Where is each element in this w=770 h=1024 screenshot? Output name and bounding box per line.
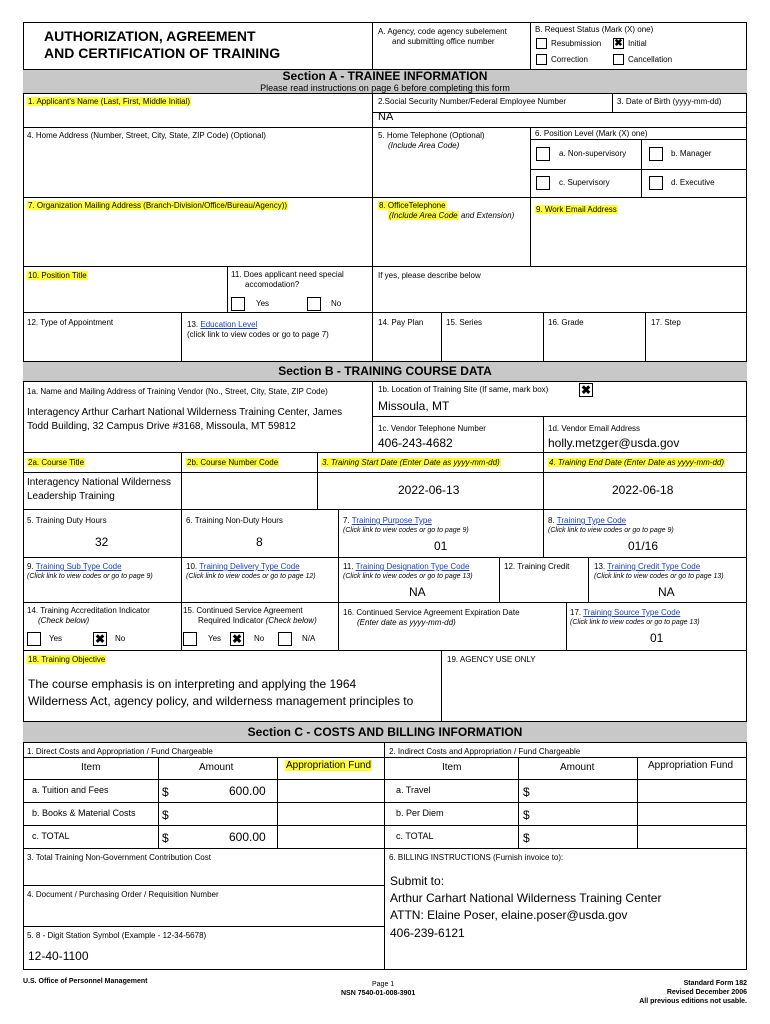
c-billing-label: 6. BILLING INSTRUCTIONS (Furnish invoice to): xyxy=(389,853,564,862)
initial-checkbox[interactable]: ✖ xyxy=(614,38,623,49)
b-source-type-label: 17. Training Source Type Code xyxy=(570,608,681,617)
a-home-address-label: 4. Home Address (Number, Street, City, State, ZIP Code) (Optional) xyxy=(27,131,266,140)
b-training-site-label: 1b. Location of Training Site (If same, mark box) xyxy=(378,385,549,394)
accreditation-yes-label: Yes xyxy=(49,634,63,643)
a-org-address-label: 7. Organization Mailing Address (Branch-Division/Office/Bureau/Agency)) xyxy=(28,201,288,210)
b-end-date-label: 4. Training End Date (Enter Date as yyyy-mm-dd) xyxy=(549,458,725,467)
footer-editions: All previous editions not usable. xyxy=(639,998,747,1005)
b-training-type-sublabel: (Click link to view codes or go to page 9) xyxy=(548,527,674,534)
b-csa-label: 15. Continued Service Agreement xyxy=(183,606,303,615)
csa-na-label: N/A xyxy=(302,634,316,643)
b-start-date-label: 3. Training Start Date (Enter Date as yyyy-mm-dd) xyxy=(322,458,500,467)
footer-page: Page 1 xyxy=(372,981,395,988)
csa-yes-checkbox[interactable] xyxy=(183,632,197,646)
dollar-sign: $ xyxy=(162,831,169,845)
b-sub-type-label: 9. Training Sub Type Code xyxy=(27,562,122,571)
a-series-label: 15. Series xyxy=(446,318,483,327)
training-credit-type-link[interactable]: Training Credit Type Code xyxy=(607,562,701,571)
c-direct-amount-header: Amount xyxy=(199,762,234,773)
section-a-header xyxy=(23,69,747,94)
b-course-title-label: 2a. Course Title xyxy=(28,458,85,467)
agency-label: A. Agency, code agency subelement xyxy=(378,27,507,36)
a-appointment-type-label: 12. Type of Appointment xyxy=(27,318,114,327)
section-a-title: Section A - TRAINEE INFORMATION xyxy=(282,69,488,83)
dollar-sign: $ xyxy=(162,785,169,799)
c-direct-row-c xyxy=(23,825,384,848)
training-sub-type-link[interactable]: Training Sub Type Code xyxy=(35,562,122,571)
b-credit-type-value[interactable]: NA xyxy=(658,585,675,599)
training-type-link[interactable]: Training Type Code xyxy=(556,516,627,525)
b-nonduty-hours-value[interactable]: 8 xyxy=(256,535,263,549)
a-education-level-label: 13. Education Level xyxy=(187,320,258,329)
c-direct-row-a xyxy=(23,779,384,802)
a-work-email-label: 9. Work Email Address xyxy=(536,205,617,214)
b-duty-hours-value[interactable]: 32 xyxy=(95,535,109,549)
footer-opm: U.S. Office of Personnel Management xyxy=(23,978,148,985)
b-designation-sublabel: (Click link to view codes or go to page 13) xyxy=(343,573,473,580)
b-vendor-phone-label: 1c. Vendor Telephone Number xyxy=(378,424,486,433)
b-credit-type-sublabel: (Click link to view codes or go to page 13) xyxy=(594,573,724,580)
c-indirect-row-a xyxy=(384,779,747,802)
a-office-phone-sublabel: (Include Area Code and Extension) xyxy=(389,211,515,220)
b-csa-expiration-sublabel: (Enter date as yyyy-mm-dd) xyxy=(357,618,456,627)
correction-label: Correction xyxy=(551,55,588,64)
a-accommodation-label: 11. Does applicant need special xyxy=(231,270,344,279)
a-pay-plan-label: 14. Pay Plan xyxy=(378,318,424,327)
a-accommodation-label-2: accomodation? xyxy=(245,280,300,289)
a-home-phone-label: 5. Home Telephone (Optional) xyxy=(378,131,485,140)
a-office-phone-label: 8. OfficeTelephone xyxy=(379,201,446,210)
b-purpose-type-value[interactable]: 01 xyxy=(434,539,448,553)
b-vendor-address-line2[interactable]: Todd Building, 32 Campus Drive #3168, Missoula, MT 59812 xyxy=(27,421,296,432)
b-training-type-label: 8. Training Type Code xyxy=(548,516,627,525)
b-accreditation-sublabel: (Check below) xyxy=(38,616,90,625)
b-accreditation-label: 14. Training Accreditation Indicator xyxy=(27,606,150,615)
cancellation-label: Cancellation xyxy=(628,55,673,64)
c-document-number-label: 4. Document / Purchasing Order / Requisition Number xyxy=(27,890,219,899)
c-direct-approp-header: Appropriation Fund xyxy=(286,760,372,771)
b-vendor-address-line1[interactable]: Interagency Arthur Carhart National Wilderness Training Center, James xyxy=(27,407,343,418)
c-billing-line1[interactable]: Submit to: xyxy=(390,874,445,888)
c-indirect-total-label: c. TOTAL xyxy=(396,831,434,841)
c-indirect-amount-header: Amount xyxy=(560,762,595,773)
b-training-credit-label: 12. Training Credit xyxy=(504,562,570,571)
section-b-header xyxy=(23,361,747,382)
c-direct-books-label: b. Books & Material Costs xyxy=(32,808,136,818)
footer-nsn: NSN 7540-01-008-3901 xyxy=(341,990,416,997)
b-duty-hours-label: 5. Training Duty Hours xyxy=(27,516,107,525)
resubmission-checkbox[interactable] xyxy=(536,38,547,49)
csa-no-checkbox[interactable]: ✖ xyxy=(231,632,243,646)
education-level-link[interactable]: Education Level xyxy=(200,320,258,329)
b-sub-type-sublabel: (Click link to view codes or go to page 9) xyxy=(27,573,153,580)
a-step-label: 17. Step xyxy=(651,318,681,327)
position-supervisory-label: c. Supervisory xyxy=(559,178,610,187)
agency-label-2: and submitting office number xyxy=(392,37,495,46)
c-indirect-approp-header: Appropriation Fund xyxy=(648,760,734,771)
section-c-header xyxy=(23,721,747,743)
a-accommodation-describe-label: If yes, please describe below xyxy=(378,271,481,280)
training-designation-link[interactable]: Training Designation Type Code xyxy=(355,562,470,571)
c-direct-tuition-amount[interactable]: 600.00 xyxy=(229,784,266,798)
a-position-level-label: 6. Position Level (Mark (X) one) xyxy=(535,129,648,138)
dollar-sign: $ xyxy=(523,831,530,845)
initial-label: Initial xyxy=(628,39,647,48)
b-csa-expiration-label: 16. Continued Service Agreement Expiration Date xyxy=(343,608,520,617)
b-designation-label: 11. Training Designation Type Code xyxy=(343,562,470,571)
training-source-link[interactable]: Training Source Type Code xyxy=(583,608,681,617)
b-objective-line2[interactable]: Wilderness Act, agency policy, and wilderness management principles to xyxy=(28,694,414,708)
b-vendor-email-value[interactable]: holly.metzger@usda.gov xyxy=(548,436,680,450)
csa-na-checkbox[interactable] xyxy=(278,632,292,646)
b-end-date-value[interactable]: 2022-06-18 xyxy=(612,483,674,497)
training-site-same-checkbox[interactable]: ✖ xyxy=(580,383,592,397)
a-ssn-label: 2.Social Security Number/Federal Employee Number xyxy=(378,97,567,106)
b-vendor-email-label: 1d. Vendor Email Address xyxy=(548,424,641,433)
a-grade-label: 16. Grade xyxy=(548,318,584,327)
b-nonduty-hours-label: 6. Training Non-Duty Hours xyxy=(186,516,283,525)
c-station-symbol-label: 5. 8 - Digit Station Symbol (Example - 12-34-5678) xyxy=(27,931,207,940)
b-agency-use-label: 19. AGENCY USE ONLY xyxy=(447,655,536,664)
position-manager-checkbox[interactable] xyxy=(649,147,663,161)
form-title-line2: AND CERTIFICATION OF TRAINING xyxy=(44,45,281,61)
c-billing-line3[interactable]: ATTN: Elaine Poser, elaine.poser@usda.gov xyxy=(390,908,628,922)
c-nongov-cost-label: 3. Total Training Non-Government Contribution Cost xyxy=(27,853,211,862)
c-indirect-item-header: Item xyxy=(442,762,462,773)
a-home-phone-sublabel: (Include Area Code) xyxy=(388,141,460,150)
position-nonsupervisory-label: a. Non-supervisory xyxy=(559,149,627,158)
csa-yes-label: Yes xyxy=(208,634,222,643)
b-csa-sublabel: Required Indicator (Check below) xyxy=(198,616,317,625)
dollar-sign: $ xyxy=(523,808,530,822)
b-delivery-type-sublabel: (Click link to view codes or go to page 12) xyxy=(186,573,316,580)
c-indirect-costs-label: 2. Indirect Costs and Appropriation / Fund Chargeable xyxy=(389,747,581,756)
accommodation-yes-label: Yes xyxy=(256,299,270,308)
b-purpose-type-label: 7. Training Purpose Type xyxy=(343,516,432,525)
c-billing-line4[interactable]: 406-239-6121 xyxy=(390,926,465,940)
position-supervisory-checkbox[interactable] xyxy=(536,176,550,190)
c-indirect-perdiem-label: b. Per Diem xyxy=(396,808,444,818)
c-billing-line2[interactable]: Arthur Carhart National Wilderness Training Center xyxy=(390,891,662,905)
a-ssn-value[interactable]: NA xyxy=(378,111,394,123)
form-title-line1: AUTHORIZATION, AGREEMENT xyxy=(44,28,256,44)
c-direct-total-amount[interactable]: 600.00 xyxy=(229,830,266,844)
b-course-title-line2[interactable]: Leadership Training xyxy=(27,491,115,502)
accommodation-no-label: No xyxy=(331,299,342,308)
c-direct-row-b xyxy=(23,802,384,825)
a-applicant-name-label: 1. Applicant's Name (Last, First, Middle Initial) xyxy=(28,97,191,106)
csa-no-label: No xyxy=(254,634,265,643)
request-status-label: B. Request Status (Mark (X) one) xyxy=(535,25,654,34)
section-b-title: Section B - TRAINING COURSE DATA xyxy=(278,364,492,378)
c-direct-costs-label: 1. Direct Costs and Appropriation / Fund Chargeable xyxy=(27,747,213,756)
c-direct-tuition-label: a. Tuition and Fees xyxy=(32,785,109,795)
footer-revised: Revised December 2006 xyxy=(666,989,747,996)
c-direct-item-header: Item xyxy=(81,762,101,773)
position-manager-label: b. Manager xyxy=(671,149,712,158)
accreditation-no-label: No xyxy=(115,634,126,643)
position-executive-label: d. Executive xyxy=(671,178,715,187)
b-source-type-sublabel: (Click link to view codes or go to page 13) xyxy=(570,619,700,626)
b-objective-line1[interactable]: The course emphasis is on interpreting and applying the 1964 xyxy=(28,677,357,691)
b-delivery-type-label: 10. Training Delivery Type Code xyxy=(186,562,300,571)
a-dob-label: 3. Date of Birth (yyyy-mm-dd) xyxy=(617,97,722,106)
c-indirect-row-b xyxy=(384,802,747,825)
section-c-title: Section C - COSTS AND BILLING INFORMATION xyxy=(247,725,523,739)
position-executive-checkbox[interactable] xyxy=(649,176,663,190)
dollar-sign: $ xyxy=(523,785,530,799)
a-education-level-sublabel: (click link to view codes or go to page 7) xyxy=(187,330,329,339)
c-indirect-travel-label: a. Travel xyxy=(396,785,431,795)
b-course-number-label: 2b. Course Number Code xyxy=(187,458,279,467)
training-delivery-link[interactable]: Training Delivery Type Code xyxy=(199,562,300,571)
accommodation-yes-checkbox[interactable] xyxy=(231,297,245,311)
accommodation-no-checkbox[interactable] xyxy=(307,297,321,311)
b-purpose-type-sublabel: (Click link to view codes or go to page 9) xyxy=(343,527,469,534)
accreditation-no-checkbox[interactable]: ✖ xyxy=(94,632,106,646)
accreditation-yes-checkbox[interactable] xyxy=(27,632,41,646)
b-vendor-phone-value[interactable]: 406-243-4682 xyxy=(378,436,453,450)
b-designation-value[interactable]: NA xyxy=(409,585,426,599)
b-vendor-label: 1a. Name and Mailing Address of Training Vendor (No., Street, City, State, ZIP Code) xyxy=(27,387,328,396)
correction-checkbox[interactable] xyxy=(536,54,547,65)
b-training-type-value[interactable]: 01/16 xyxy=(628,539,659,553)
resubmission-label: Resubmission xyxy=(551,39,602,48)
b-objective-label: 18. Training Objective xyxy=(28,655,106,664)
training-purpose-link[interactable]: Training Purpose Type xyxy=(351,516,432,525)
c-direct-total-label: c. TOTAL xyxy=(32,831,70,841)
b-training-site-value[interactable]: Missoula, MT xyxy=(378,399,450,413)
section-a-subtitle: Please read instructions on page 6 before completing this form xyxy=(260,83,510,93)
a-position-title-label: 10. Position Title xyxy=(28,271,87,280)
c-indirect-row-c xyxy=(384,825,747,848)
cancellation-checkbox[interactable] xyxy=(613,54,624,65)
dollar-sign: $ xyxy=(162,808,169,822)
b-start-date-value[interactable]: 2022-06-13 xyxy=(398,483,460,497)
b-credit-type-label: 13. Training Credit Type Code xyxy=(594,562,701,571)
footer-form-number: Standard Form 182 xyxy=(683,980,747,987)
c-station-symbol-value[interactable]: 12-40-1100 xyxy=(28,949,89,963)
b-course-title-line1[interactable]: Interagency National Wilderness xyxy=(27,477,171,488)
b-source-type-value[interactable]: 01 xyxy=(650,631,664,645)
position-nonsupervisory-checkbox[interactable] xyxy=(536,147,550,161)
